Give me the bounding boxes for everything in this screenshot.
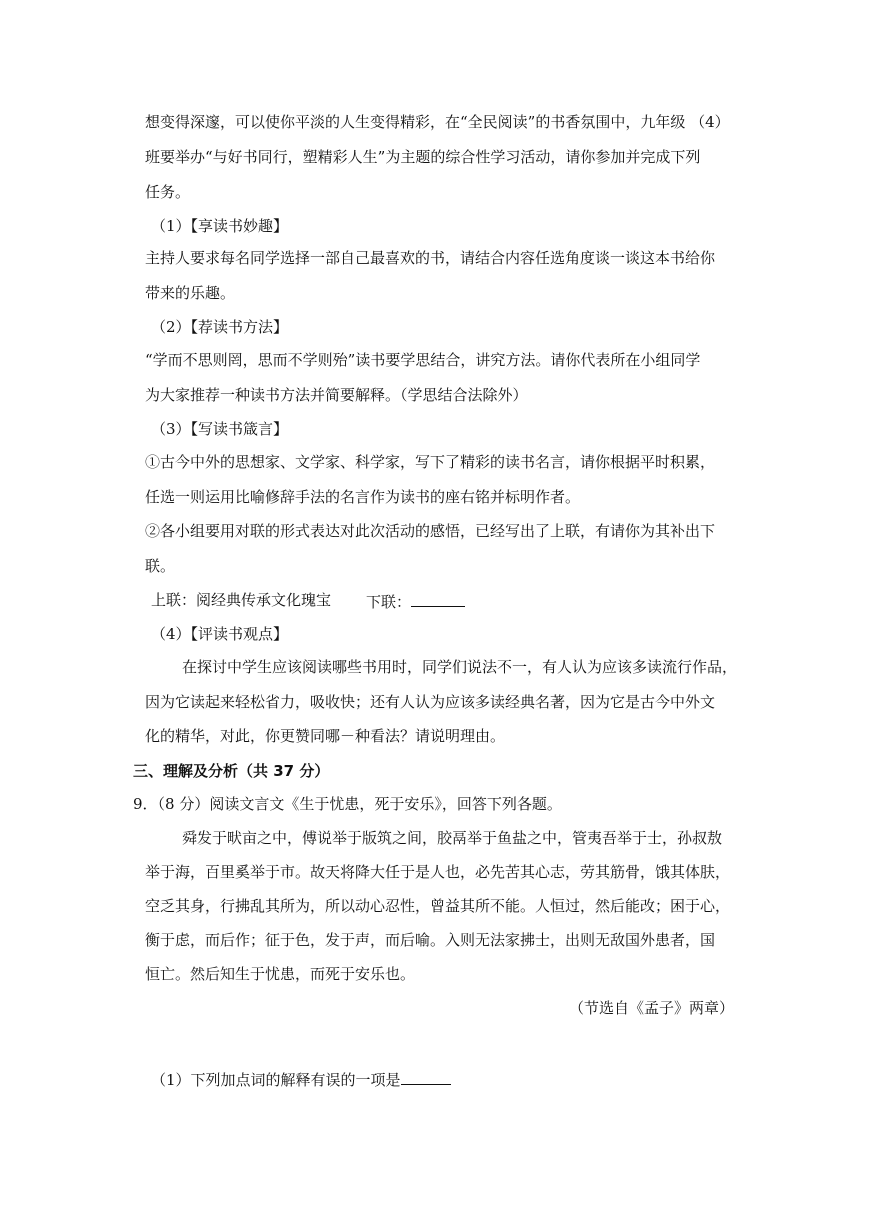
q9-passage-line-1: 舜发于畎亩之中，傅说举于版筑之间，胶鬲举于鱼盐之中，管夷吾举于士，孙叔敖 <box>182 829 723 847</box>
task2-line-1: “学而不思则罔，思而不学则殆”读书要学思结合，讲究方法。请你代表所在小组同学 <box>145 351 701 369</box>
task1-heading: （1）【享读书妙趣】 <box>151 217 289 235</box>
section-3-title: 三、理解及分析（共 37 分） <box>133 762 330 780</box>
q9-sub1-text: （1）下列加点词的解释有误的一项是 <box>151 1071 401 1089</box>
task4-line-1: 在探讨中学生应该阅读哪些书用时，同学们说法不一，有人认为应该多读流行作品， <box>182 658 738 676</box>
q9-stem: 9．（8 分）阅读文言文《生于忧患，死于安乐》，回答下列各题。 <box>133 795 562 813</box>
q9-sub1 <box>151 1068 451 1090</box>
task1-line-1: 主持人要求每名同学选择一部自己最喜欢的书，请结合内容任选角度谈一谈这本书给你 <box>145 249 716 267</box>
task3-item1-line-1: ①古今中外的思想家、文学家、科学家，写下了精彩的读书名言，请你根据平时积累， <box>145 453 716 471</box>
task3-item2-line-2: 联。 <box>145 557 176 575</box>
task3-heading: （3）【写读书箴言】 <box>151 420 289 438</box>
intro-line-3: 任务。 <box>145 183 191 201</box>
q9-passage-line-3: 空乏其身，行拂乱其所为，所以动心忍性，曾益其所不能。人恒过，然后能改；困于心， <box>145 897 731 915</box>
task3-item1-line-2: 任选一则运用比喻修辞手法的名言作为读书的座右铭并标明作者。 <box>145 488 581 506</box>
q9-passage-line-4: 衡于虑，而后作；征于色，发于声，而后喻。入则无法家拂士，出则无敌国外患者，国 <box>145 931 716 949</box>
task2-line-2: 为大家推荐一种读书方法并简要解释。（学思结合法除外） <box>145 386 528 404</box>
task4-heading: （4）【评读书观点】 <box>151 625 289 643</box>
couplet-upper: 上联：阅经典传承文化瑰宝 <box>151 591 332 609</box>
q9-source: （节选自《孟子》两章） <box>568 999 734 1017</box>
couplet-lower <box>366 590 465 612</box>
task3-item2-line-1: ②各小组要用对联的形式表达对此次活动的感悟，已经写出了上联，有请你为其补出下 <box>145 522 716 540</box>
q9-passage-line-5: 恒亡。然后知生于忧患，而死于安乐也。 <box>145 965 416 983</box>
q9-sub1-blank[interactable] <box>401 1068 451 1085</box>
couplet-lower-label: 下联： <box>366 593 412 611</box>
task4-line-2: 因为它读起来轻松省力，吸收快；还有人认为应该多读经典名著，因为它是古今中外文 <box>145 693 716 711</box>
intro-line-2: 班要举办“与好书同行，塑精彩人生”为主题的综合性学习活动，请你参加并完成下列 <box>145 148 701 166</box>
couplet-lower-blank[interactable] <box>411 590 465 607</box>
task1-line-2: 带来的乐趣。 <box>145 284 236 302</box>
task4-line-3: 化的精华，对此，你更赞同哪－种看法？请说明理由。 <box>145 727 506 745</box>
q9-passage-line-2: 举于海，百里奚举于市。故天将降大任于是人也，必先苦其心志，劳其筋骨，饿其体肤， <box>145 863 731 881</box>
intro-line-1: 想变得深邃，可以使你平淡的人生变得精彩，在“全民阅读”的书香氛围中，九年级 （4） <box>145 113 730 131</box>
task2-heading: （2）【荐读书方法】 <box>151 318 289 336</box>
